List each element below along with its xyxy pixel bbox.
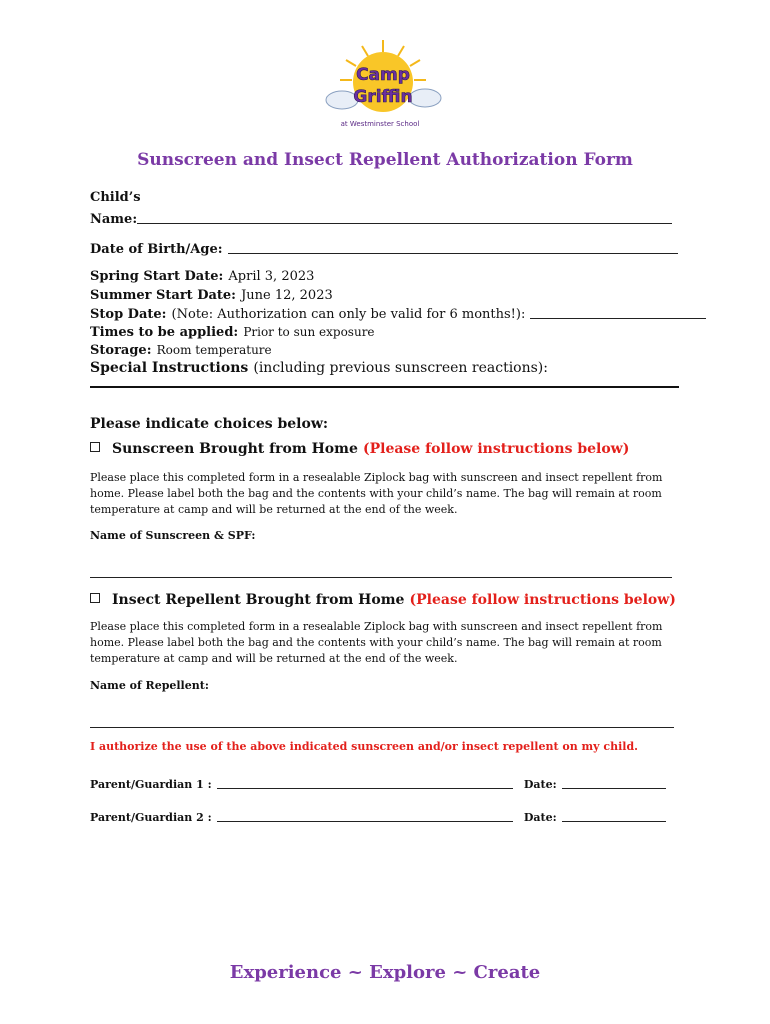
times-row bbox=[90, 321, 375, 340]
repellent-instructions-3: temperature at camp and will be returned at the end of the week. bbox=[90, 652, 458, 665]
sunscreen-instructions-1: Please place this completed form in a resealable Ziplock bag with sunscreen and insect repellent from bbox=[90, 471, 663, 484]
spring-value: April 3, 2023 bbox=[228, 269, 315, 284]
guardian2-signature-field[interactable] bbox=[217, 810, 513, 822]
sunscreen-instructions-3: temperature at camp and will be returned at the end of the week. bbox=[90, 503, 458, 516]
times-value: Prior to sun exposure bbox=[243, 325, 375, 339]
logo-line1: Camp bbox=[356, 65, 410, 85]
sunscreen-checkbox[interactable] bbox=[90, 442, 100, 452]
dob-row bbox=[90, 238, 678, 257]
guardian1-label: Parent/Guardian 1 : bbox=[90, 778, 212, 791]
storage-label: Storage: bbox=[90, 343, 152, 358]
guardian1-signature-field[interactable] bbox=[217, 777, 513, 789]
sunscreen-instructions-2: home. Please label both the bag and the contents with your child’s name. The bag will remain at room bbox=[90, 487, 662, 500]
repellent-name-label: Name of Repellent: bbox=[90, 679, 209, 692]
storage-row bbox=[90, 339, 272, 358]
repellent-checkbox[interactable] bbox=[90, 593, 100, 603]
repellent-choice bbox=[90, 589, 676, 608]
guardian2-row bbox=[90, 806, 666, 825]
storage-value: Room temperature bbox=[156, 343, 272, 357]
authorization-statement: I authorize the use of the above indicated sunscreen and/or insect repellent on my child. bbox=[90, 740, 638, 753]
sunscreen-choice bbox=[90, 438, 629, 457]
guardian2-label: Parent/Guardian 2 : bbox=[90, 811, 212, 824]
repellent-note: (Please follow instructions below) bbox=[409, 592, 676, 608]
spring-row bbox=[90, 265, 314, 284]
child-name-field[interactable] bbox=[137, 212, 672, 224]
choices-heading: Please indicate choices below: bbox=[90, 416, 329, 432]
stop-label: Stop Date: bbox=[90, 307, 167, 322]
sunscreen-name-field[interactable] bbox=[90, 566, 672, 578]
summer-row bbox=[90, 284, 333, 303]
guardian2-date-field[interactable] bbox=[562, 810, 666, 822]
stop-date-field[interactable] bbox=[530, 307, 706, 319]
summer-value: June 12, 2023 bbox=[241, 288, 333, 303]
special-instructions-line[interactable] bbox=[90, 386, 679, 388]
sunscreen-label: Sunscreen Brought from Home bbox=[112, 441, 358, 457]
logo-line2: Griffin bbox=[353, 87, 413, 107]
dob-label: Date of Birth/Age: bbox=[90, 242, 223, 257]
child-name-label-2: Name: bbox=[90, 212, 138, 227]
guardian1-row bbox=[90, 773, 666, 792]
footer-tagline: Experience ~ Explore ~ Create bbox=[229, 962, 541, 983]
stop-note: (Note: Authorization can only be valid for 6 months!): bbox=[171, 307, 526, 322]
form-title: Sunscreen and Insect Repellent Authorization Form bbox=[137, 150, 633, 170]
sunscreen-name-label: Name of Sunscreen & SPF: bbox=[90, 529, 256, 542]
special-row bbox=[90, 357, 548, 376]
child-name-label-1: Child’s bbox=[90, 190, 141, 205]
repellent-name-field[interactable] bbox=[90, 716, 674, 728]
repellent-label: Insect Repellent Brought from Home bbox=[112, 592, 405, 608]
guardian2-date-label: Date: bbox=[523, 811, 557, 824]
stop-row bbox=[90, 303, 706, 322]
child-name-row bbox=[90, 208, 672, 227]
special-note: (including previous sunscreen reactions): bbox=[253, 360, 548, 376]
repellent-instructions-1: Please place this completed form in a resealable Ziplock bag with sunscreen and insect repellent from bbox=[90, 620, 663, 633]
guardian1-date-field[interactable] bbox=[562, 777, 666, 789]
dob-field[interactable] bbox=[228, 242, 678, 254]
times-label: Times to be applied: bbox=[90, 325, 239, 340]
summer-label: Summer Start Date: bbox=[90, 288, 236, 303]
sunscreen-note: (Please follow instructions below) bbox=[362, 441, 630, 457]
guardian1-date-label: Date: bbox=[523, 778, 557, 791]
logo-subtitle: at Westminster School bbox=[340, 120, 420, 128]
spring-label: Spring Start Date: bbox=[90, 269, 224, 284]
repellent-instructions-2: home. Please label both the bag and the contents with your child’s name. The bag will remain at room bbox=[90, 636, 662, 649]
special-label: Special Instructions bbox=[90, 360, 249, 376]
